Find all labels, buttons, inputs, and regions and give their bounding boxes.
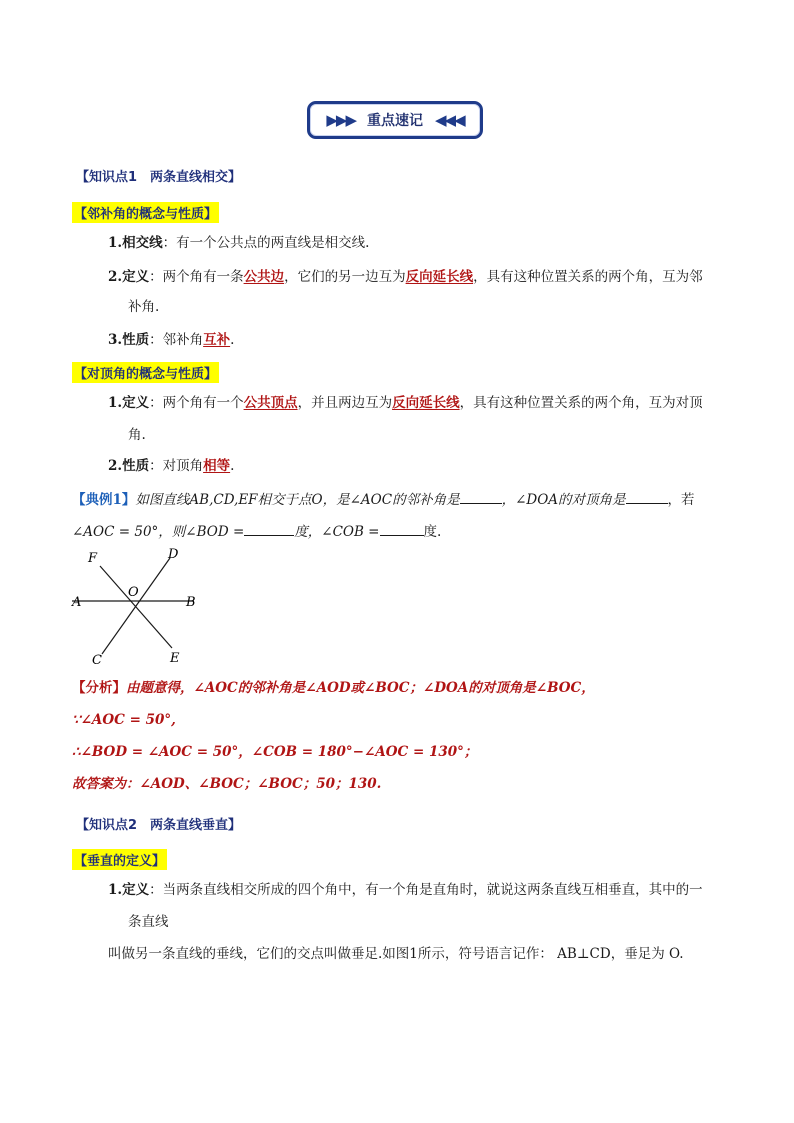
key-reverse-extension: 反向延长线 <box>405 269 474 285</box>
analysis-answer: 故答案为：∠AOD、∠BOC；∠BOC；50；130. <box>72 776 382 792</box>
adjacent-item-2-cont: 补角. <box>128 299 160 315</box>
analysis-line-3: ∴∠BOD = ∠AOC = 50°，∠COB = 180°−∠AOC = 130°； <box>72 744 478 760</box>
answer-blank-3[interactable] <box>244 521 294 536</box>
example-1-question: 【典例1】如图直线AB,CD,EF相交于点O，是∠AOC的邻补角是 ，∠DOA的对顶角是 ，若 <box>72 489 695 509</box>
banner-title: 重点速记 <box>367 113 423 129</box>
adjacent-item-3: 3.性质：邻补角互补. <box>108 332 235 348</box>
key-reverse-extension-2: 反向延长线 <box>392 395 460 411</box>
label-o: O <box>128 585 139 600</box>
key-supplementary: 互补 <box>203 332 231 348</box>
line-cd <box>102 558 170 654</box>
vertical-item-2: 2.性质：对顶角相等. <box>108 458 235 474</box>
knowledge-point-2-title: 【知识点2 两条直线垂直】 <box>76 818 242 833</box>
key-equal: 相等 <box>203 458 231 474</box>
left-arrows-icon: ◀◀◀ <box>435 111 464 129</box>
vertical-item-1: 1.定义：两个角有一个公共顶点，并且两边互为反向延长线，具有这种位置关系的两个角，互为对顶 <box>108 395 703 411</box>
key-common-vertex: 公共顶点 <box>243 395 298 411</box>
adjacent-item-2: 2.定义：两个角有一条公共边，它们的另一边互为反向延长线，具有这种位置关系的两个角，互为邻 <box>108 269 703 285</box>
perpendicular-definition: 1.定义：当两条直线相交所成的四个角中，有一个角是直角时，就说这两条直线互相垂直，其中的一 <box>108 882 703 898</box>
label-c: C <box>92 653 102 668</box>
vertical-item-1-cont: 角. <box>128 427 146 443</box>
adjacent-item-1: 1.相交线：有一个公共点的两直线是相交线. <box>108 235 370 251</box>
label-d: D <box>168 547 179 562</box>
analysis-line-2: ∵∠AOC = 50°, <box>72 712 176 728</box>
label-b: B <box>186 595 196 610</box>
right-arrows-icon: ▶▶▶ <box>326 111 355 129</box>
analysis-line-1: 【分析】由题意得，∠AOC的邻补角是∠AOD或∠BOC；∠DOA的对顶角是∠BOC， <box>72 680 595 696</box>
section-banner <box>307 101 483 139</box>
answer-blank-1[interactable] <box>460 489 502 504</box>
analysis-tag: 【分析】 <box>72 680 126 696</box>
example-1-tag: 【典例1】 <box>72 492 136 508</box>
vertical-angle-tag: 【对顶角的概念与性质】 <box>72 362 219 383</box>
label-f: F <box>88 551 98 566</box>
key-common-side: 公共边 <box>243 269 285 285</box>
example-1-question-cont: ∠AOC = 50°，则∠BOD = 度，∠COB = 度. <box>72 521 441 541</box>
adjacent-angle-tag: 【邻补角的概念与性质】 <box>72 202 219 223</box>
perpendicular-definition-cont: 条直线 <box>128 914 169 930</box>
answer-blank-4[interactable] <box>380 521 424 536</box>
intersecting-lines-figure <box>64 544 204 670</box>
answer-blank-2[interactable] <box>626 489 668 504</box>
label-e: E <box>170 651 180 666</box>
perpendicular-definition-cont-2: 叫做另一条直线的垂线，它们的交点叫做垂足.如图1所示，符号语言记作： AB⊥CD，垂足为 O. <box>108 946 684 962</box>
perpendicular-definition-tag: 【垂直的定义】 <box>72 849 167 870</box>
knowledge-point-1-title: 【知识点1 两条直线相交】 <box>76 170 242 185</box>
label-a: A <box>72 595 82 610</box>
line-ef <box>100 566 172 648</box>
